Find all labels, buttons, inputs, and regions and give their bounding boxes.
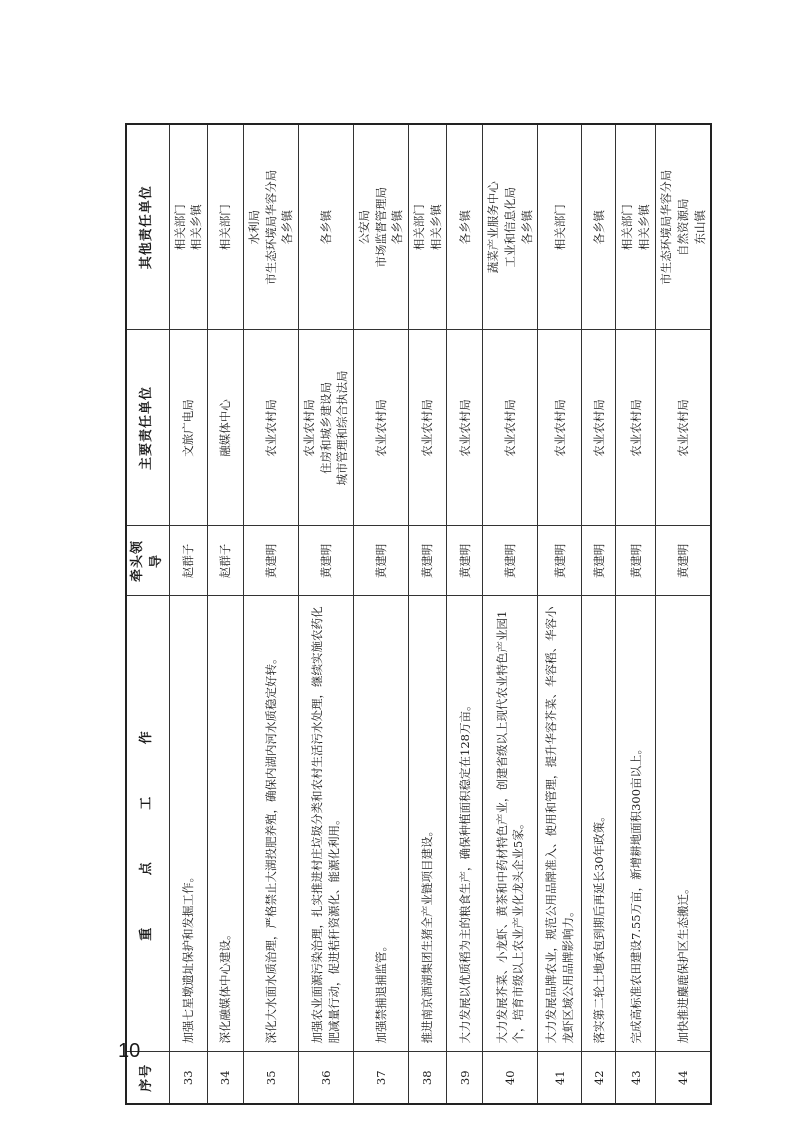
header-work [126, 596, 169, 1052]
table-body [169, 124, 711, 1104]
other-unit-line: 市生态环境局华容分局 [659, 169, 674, 285]
row-lead: 黄建明 [409, 526, 447, 596]
row-work-text: 加强农业面源污染治理，扎实推进村庄垃圾分类和农村生活污水处理，继续实施农药化肥减量行动，促进秸秆资源化、能源化利用。 [299, 596, 354, 1052]
table-row [483, 124, 538, 1104]
row-number: 41 [538, 1052, 582, 1104]
header-main-unit: 主要责任单位 [126, 330, 169, 526]
other-unit-line: 蔬菜产业服务中心 [486, 181, 501, 274]
other-unit-line: 相关部门 [218, 204, 233, 251]
main-unit-line: 农业农村局 [457, 399, 472, 457]
table-row [538, 124, 582, 1104]
row-number: 36 [299, 1052, 354, 1104]
row-number: 42 [582, 1052, 616, 1104]
table-row [299, 124, 354, 1104]
row-other-unit [483, 124, 538, 330]
other-unit-line: 相关乡镇 [636, 204, 651, 251]
other-unit-line: 各乡镇 [318, 210, 333, 245]
row-lead: 黄建明 [656, 526, 712, 596]
row-other-unit [169, 124, 207, 330]
row-other-unit [538, 124, 582, 330]
other-unit-line: 相关部门 [172, 204, 187, 251]
row-lead: 黄建明 [483, 526, 538, 596]
main-unit-line: 农业农村局 [420, 399, 435, 457]
row-other-unit [354, 124, 409, 330]
other-unit-line: 各乡镇 [280, 210, 295, 245]
row-number: 37 [354, 1052, 409, 1104]
row-other-unit [656, 124, 712, 330]
row-main-unit [244, 330, 299, 526]
row-main-unit [656, 330, 712, 526]
other-unit-line: 相关乡镇 [428, 204, 443, 251]
key-work-table [125, 123, 712, 1105]
other-unit-line: 水利局 [247, 210, 262, 245]
row-number: 43 [616, 1052, 656, 1104]
row-other-unit [208, 124, 244, 330]
row-lead: 黄建明 [299, 526, 354, 596]
other-unit-line: 自然资源局 [676, 198, 691, 256]
row-lead: 黄建明 [354, 526, 409, 596]
other-unit-line: 市场监督管理局 [373, 187, 388, 268]
row-lead: 黄建明 [616, 526, 656, 596]
main-unit-line: 农业农村局 [552, 399, 567, 457]
row-main-unit [354, 330, 409, 526]
other-unit-line: 各乡镇 [457, 210, 472, 245]
row-lead: 黄建明 [447, 526, 483, 596]
main-unit-line: 融媒体中心 [218, 399, 233, 457]
main-unit-line: 农业农村局 [373, 399, 388, 457]
rotated-table-container [125, 125, 707, 1105]
row-main-unit [208, 330, 244, 526]
row-lead: 黄建明 [538, 526, 582, 596]
main-unit-line: 农业农村局 [302, 399, 317, 457]
header-work-text: 重 点 工 作 [139, 707, 155, 941]
main-unit-line: 农业农村局 [628, 399, 643, 457]
main-unit-line: 农业农村局 [263, 399, 278, 457]
landscape-table-frame [125, 125, 707, 1105]
row-work-text: 大力发展芥菜、小龙虾、黄茶和中药材特色产业，创建省级以上现代农业特色产业园1个，培育市级以上农业产业化龙头企业5家。 [483, 596, 538, 1052]
other-unit-line: 相关部门 [552, 204, 567, 251]
other-unit-line: 各乡镇 [591, 210, 606, 245]
table-row [447, 124, 483, 1104]
row-lead: 赵群子 [169, 526, 207, 596]
row-work-text: 加强七星墩遗址保护和发掘工作。 [169, 596, 207, 1052]
row-number: 40 [483, 1052, 538, 1104]
main-unit-line: 农业农村局 [676, 399, 691, 457]
other-unit-line: 东山镇 [692, 210, 707, 245]
other-unit-line: 市生态环境局华容分局 [263, 169, 278, 285]
row-other-unit [616, 124, 656, 330]
table-row [169, 124, 207, 1104]
row-work-text: 加快推进麋鹿保护区生态搬迁。 [656, 596, 712, 1052]
row-main-unit [483, 330, 538, 526]
row-work-text: 落实第二轮土地承包到期后再延长30年政策。 [582, 596, 616, 1052]
row-main-unit [299, 330, 354, 526]
other-unit-line: 相关部门 [412, 204, 427, 251]
row-number: 33 [169, 1052, 207, 1104]
other-unit-line: 各乡镇 [390, 210, 405, 245]
main-unit-line: 城市管理和综合执法局 [335, 370, 350, 486]
row-main-unit [169, 330, 207, 526]
header-other-unit: 其他责任单位 [126, 124, 169, 330]
main-unit-line: 农业农村局 [591, 399, 606, 457]
row-other-unit [244, 124, 299, 330]
row-main-unit [538, 330, 582, 526]
main-unit-line: 文旅广电局 [181, 399, 196, 457]
row-work-text: 推进南京酒湖集团生猪全产业链项目建设。 [409, 596, 447, 1052]
row-lead: 赵群子 [208, 526, 244, 596]
main-unit-line: 农业农村局 [503, 399, 518, 457]
row-main-unit [447, 330, 483, 526]
main-unit-line: 住房和城乡建设局 [318, 382, 333, 474]
row-number: 35 [244, 1052, 299, 1104]
row-work-text: 完成高标准农田建设7.55万亩，新增耕地面积300亩以上。 [616, 596, 656, 1052]
row-number: 44 [656, 1052, 712, 1104]
row-main-unit [409, 330, 447, 526]
row-number: 39 [447, 1052, 483, 1104]
table-header-row [126, 124, 169, 1104]
row-number: 38 [409, 1052, 447, 1104]
header-lead: 牵头领导 [126, 526, 169, 596]
row-lead: 黄建明 [582, 526, 616, 596]
row-work-text: 大力发展品牌农业，规范公用品牌准入、使用和管理，提升华容芥菜、华容稻、华容小龙虾区域公用品牌影响力。 [538, 596, 582, 1052]
row-number: 34 [208, 1052, 244, 1104]
row-work-text: 大力发展以优质稻为主的粮食生产，确保种植面积稳定在128万亩。 [447, 596, 483, 1052]
page-number: 10 [118, 1040, 141, 1062]
table-row [409, 124, 447, 1104]
row-work-text: 加强禁捕退捕监管。 [354, 596, 409, 1052]
row-other-unit [447, 124, 483, 330]
table-row [582, 124, 616, 1104]
other-unit-line: 各乡镇 [519, 210, 534, 245]
other-unit-line: 公安局 [357, 210, 372, 245]
other-unit-line: 工业和信息化局 [503, 187, 518, 268]
header-num: 序号 [126, 1052, 169, 1104]
row-main-unit [582, 330, 616, 526]
table-row [616, 124, 656, 1104]
other-unit-line: 相关部门 [620, 204, 635, 251]
row-other-unit [409, 124, 447, 330]
other-unit-line: 相关乡镇 [189, 204, 204, 251]
row-work-text: 深化融媒体中心建设。 [208, 596, 244, 1052]
row-other-unit [299, 124, 354, 330]
row-other-unit [582, 124, 616, 330]
row-lead: 黄建明 [244, 526, 299, 596]
table-row [244, 124, 299, 1104]
row-main-unit [616, 330, 656, 526]
table-row [354, 124, 409, 1104]
table-row [656, 124, 712, 1104]
row-work-text: 深化大水面水质治理，严格禁止大湖投肥养殖，确保内湖内河水质稳定好转。 [244, 596, 299, 1052]
table-row [208, 124, 244, 1104]
